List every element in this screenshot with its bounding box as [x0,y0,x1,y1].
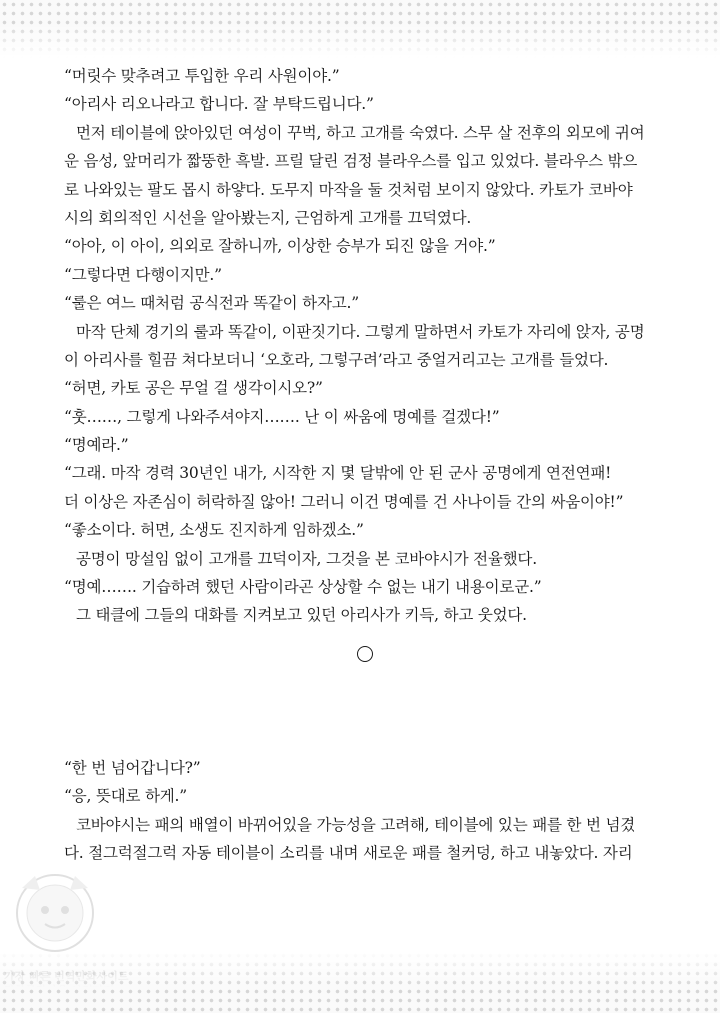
book-page [64,62,664,867]
top-dot-pattern [0,0,720,58]
text-line: “아아, 이 아이, 의외로 잘하니까, 이상한 승부가 되진 않을 거야.” [64,237,496,256]
text-line: 먼저 테이블에 앉아있던 여성이 꾸벅, 하고 고개를 숙였다. 스무 살 전후의 외모에 귀여 [76,123,645,142]
text-line: “명예라.” [64,436,129,455]
text-line: 그 태클에 그들의 대화를 지켜보고 있던 아리사가 키득, 하고 웃었다. [76,606,527,625]
text-line: “훗……, 그렇게 나와주셔야지……. 난 이 싸움에 명예를 걸겠다!” [64,407,500,426]
text-line: 마작 단체 경기의 룰과 똑같이, 이판짓기다. 그렇게 말하면서 카토가 자리에 앉자, 공명 [76,322,645,341]
text-line: 코바야시는 패의 배열이 바뀌어있을 가능성을 고려해, 테이블에 있는 패를 한 번 넘겼 [76,815,636,834]
text-line: 다. 절그럭절그럭 자동 테이블이 소리를 내며 새로운 패를 철커덩, 하고 내놓았다. 자리 [64,843,633,862]
text-line: 이 아리사를 힐끔 쳐다보더니 ‘오호라, 그렇구려’라고 중얼거리고는 고개를 들었다. [64,350,609,369]
text-line: “그래. 마작 경력 30년인 내가, 시작한 지 몇 달밖에 안 된 군사 공명에게 연전연패! [64,464,612,483]
text-line: “아리사 리오나라고 합니다. 잘 부탁드립니다.” [64,95,374,114]
text-line: 로 나와있는 팔도 몹시 하얗다. 도무지 마작을 둘 것처럼 보이지 않았다. 카토가 코바야 [64,180,633,199]
text-line: 시의 회의적인 시선을 알아봤는지, 근엄하게 고개를 끄덕였다. [64,208,472,227]
paragraph-block-1 [64,62,664,630]
text-line: 더 이상은 자존심이 허락하질 않아! 그러니 이건 명예를 건 사나이들 간의 싸움이야!” [64,492,624,511]
text-line: “응, 뜻대로 하게.” [64,787,187,806]
paragraph-block-2 [64,754,664,868]
text-line: “그렇다면 다행이지만.” [64,265,222,284]
text-line: “머릿수 맞추려고 투입한 우리 사원이야.” [64,67,340,85]
text-line: “명예……. 기습하려 했던 사람이라곤 상상할 수 없는 내기 내용이로군.” [64,578,542,597]
text-line: “좋소이다. 허면, 소생도 진지하게 임하겠소.” [64,521,364,540]
scene-break-circle-icon [357,646,373,662]
scene-break [64,630,664,686]
text-line: “허면, 카토 공은 무얼 걸 생각이시오?” [64,379,323,398]
text-line: “한 번 넘어갑니다?” [64,758,201,777]
text-line: “룰은 여느 때처럼 공식전과 똑같이 하자고.” [64,294,359,313]
bottom-dot-pattern [0,951,720,1013]
text-line: 공명이 망설임 없이 고개를 끄덕이자, 그것을 본 코바야시가 전율했다. [76,549,537,568]
blank-space [64,686,664,754]
text-line: 운 음성, 앞머리가 짧뚱한 흑발. 프릴 달린 검정 블라우스를 입고 있었다. 블라우스 밖으 [64,152,638,171]
